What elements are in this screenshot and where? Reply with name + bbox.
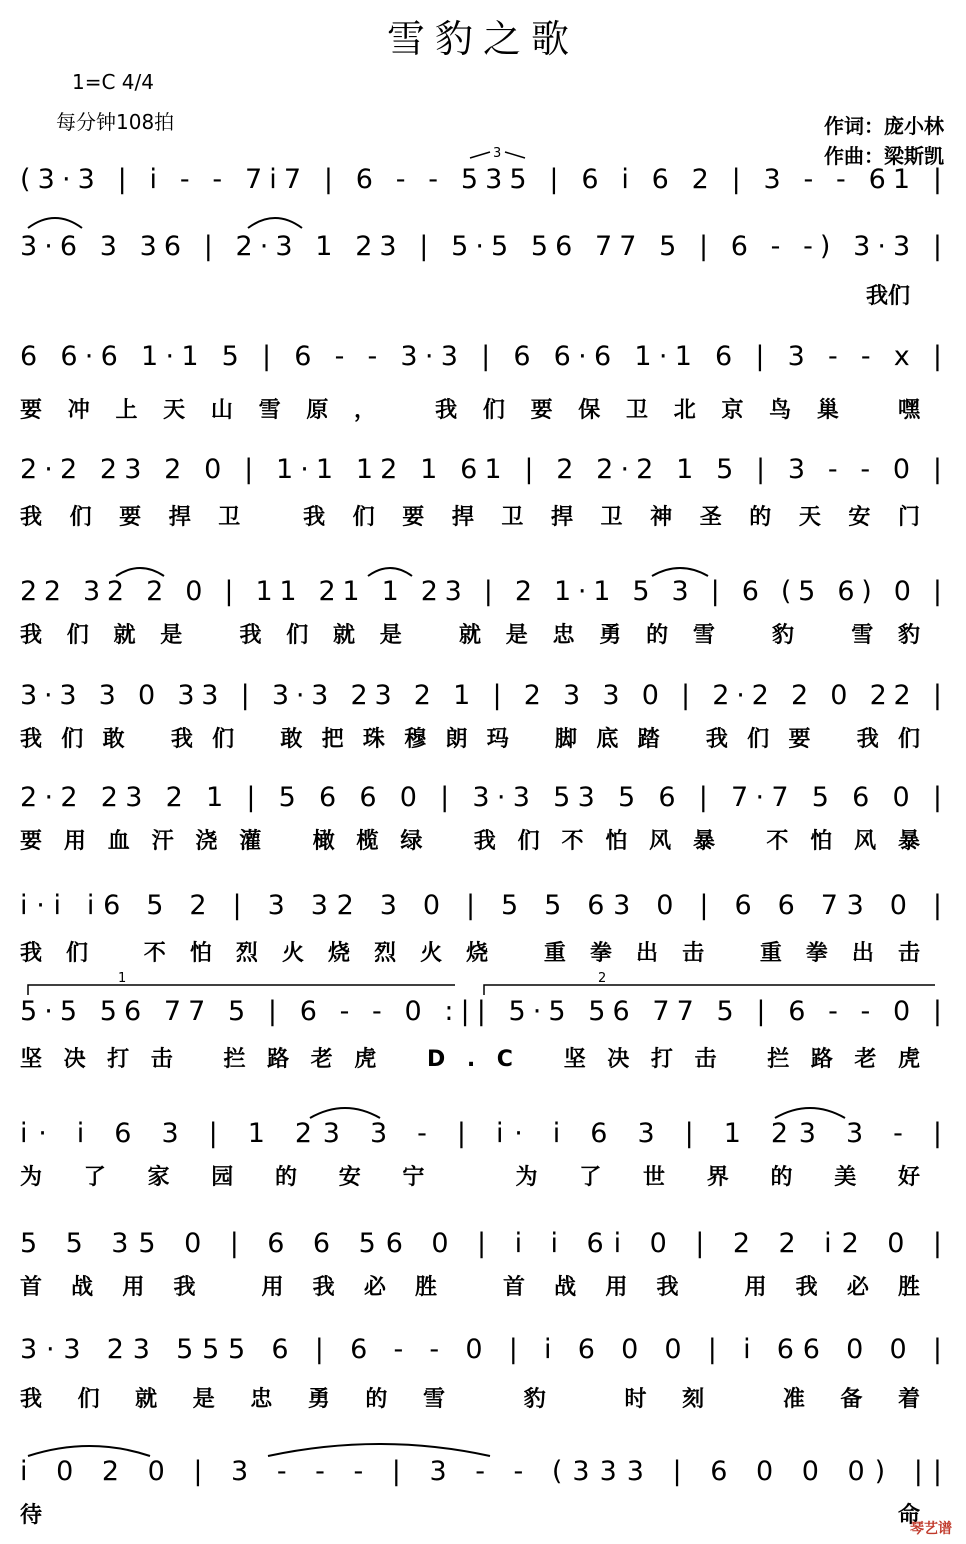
notation-line: 3·3 23 555 6 | 6 - - 0 | i 6 0 0 | i 66 0 0 | [20,1334,942,1365]
lyric-line: 我们就是忠勇的雪 豹 时刻 准备着 [20,1387,920,1412]
key-time-signature: 1=C 4/4 [72,70,154,94]
lyric-line: 我们要捍卫 我们要捍卫捍卫神圣的天安门 [20,505,921,530]
notation-line: 2·2 23 2 0 | 1·1 12 1 61 | 2 2·2 1 5 | 3 - - 0 | [20,454,942,485]
notation-line: 6 6·6 1·1 5 | 6 - - 3·3 | 6 6·6 1·1 6 | 3 - - x | [20,341,943,372]
watermark-logo: 琴艺谱 [910,1521,952,1537]
notation-line: 3·3 3 0 33 | 3·3 23 2 1 | 2 3 3 0 | 2·2 2 0 22 | [20,680,942,711]
song-title: 雪豹之歌 [386,17,579,61]
volta-1 [28,971,455,995]
notation-line: (3·3 | i - - 7i7 | 6 - - 535 | 6 i 6 2 | 3 - - 61 | [20,164,942,195]
lyric-line: 我们敢 我们 敢把珠穆朗玛 脚底踏 我们要 我们 [20,727,920,752]
volta-2 [484,971,935,995]
tempo-marking: 每分钟108拍 [56,110,175,134]
triplet-mark [470,146,525,161]
lyricist-credit: 作词：庞小林 [824,114,944,138]
lyric-line: 坚决打击 拦路老虎 D.C 坚决打击 拦路老虎 [20,1047,920,1072]
svg-text:1: 1 [118,971,127,986]
lyric-line: 要用血汗浇灌 橄榄绿 我们不怕风暴 不怕风暴 [20,829,920,854]
notation-line: 22 32 2 0 | 11 21 1 23 | 2 1·1 5 3 | 6 (5 6) 0 | [20,576,943,607]
notation-line: 3·6 3 36 | 2·3 1 23 | 5·5 56 77 5 | 6 - -) 3·3 | [20,231,942,262]
notation-line: i· i 6 3 | 1 23 3 - | i· i 6 3 | 1 23 3 - | [20,1118,942,1149]
lyric-line: 首战用我 用我必胜 首战用我 用我必胜 [20,1275,921,1300]
lyric-line: 我们 [866,284,911,309]
notation-line: i 0 2 0 | 3 - - - | 3 - - (333 | 6 0 0 0) || [20,1456,943,1487]
notation-line: 2·2 23 2 1 | 5 6 6 0 | 3·3 53 5 6 | 7·7 5 6 0 | [20,782,942,813]
lyric-line: 待 命 [20,1503,920,1528]
notation-line: i·i i6 5 2 | 3 32 3 0 | 5 5 63 0 | 6 6 73 0 | [20,890,942,921]
lyric-line: 要冲上天山雪原， 我们要保卫北京鸟巢 嘿 [20,398,920,423]
svg-text:2: 2 [598,971,607,986]
triplet-number: 3 [493,146,502,161]
lyric-line: 为了家园的安宁 为了世界的美好 [20,1165,921,1190]
lyric-line: 我们 不怕烈火烧烈火烧 重拳出击 重拳出击 [20,941,920,966]
notation-line: 5·5 56 77 5 | 6 - - 0 :|| 5·5 56 77 5 | 6 - - 0 | [20,996,942,1027]
notation-line: 5 5 35 0 | 6 6 56 0 | i i 6i 0 | 2 2 i2 0 | [20,1228,942,1259]
lyric-line: 我们就是 我们就是 就是忠勇的雪 豹 雪豹 [20,623,921,648]
composer-credit: 作曲：梁斯凯 [824,144,944,168]
